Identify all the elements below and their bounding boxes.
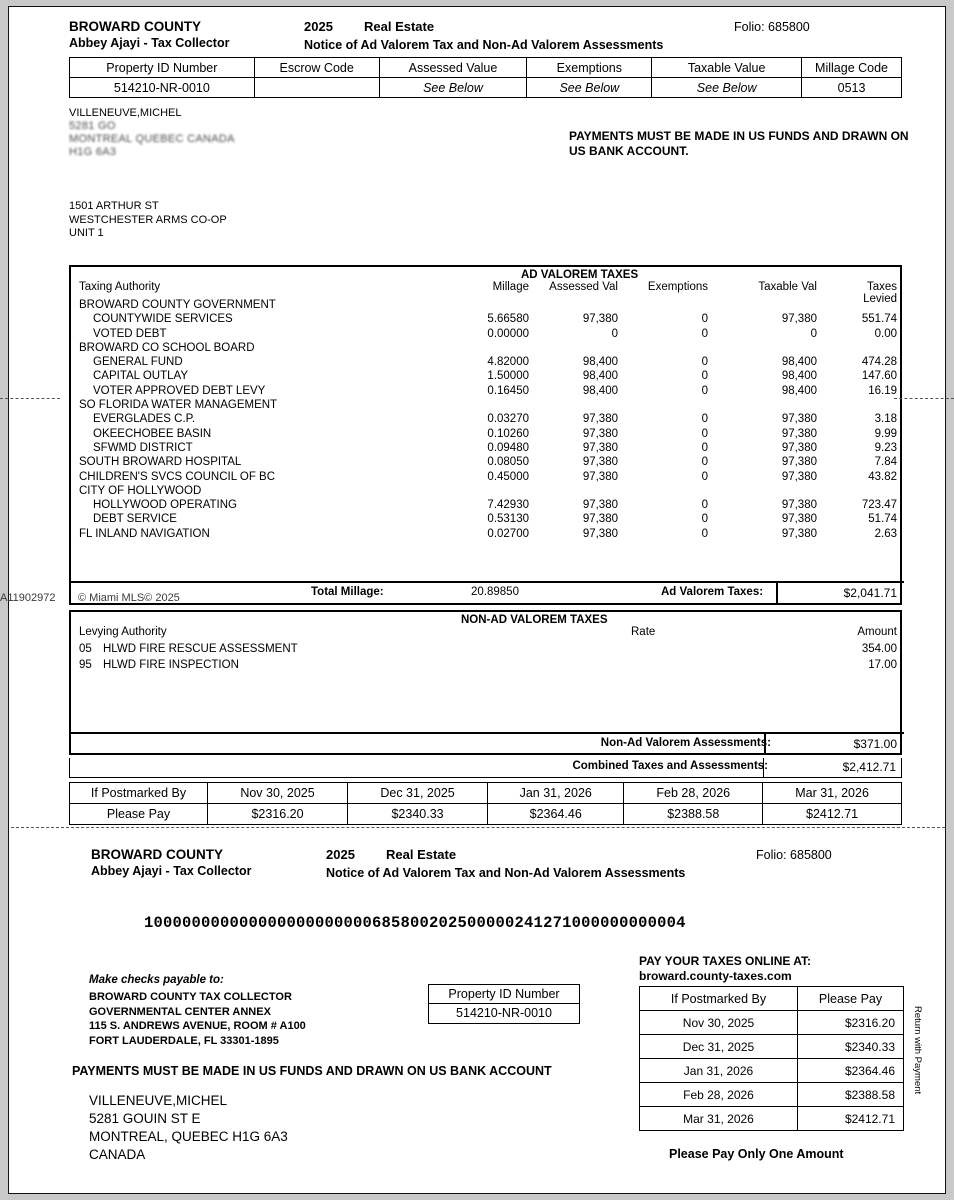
divider	[764, 734, 766, 755]
payee-line-2: GOVERNMENTAL CENTER ANNEX	[89, 1005, 271, 1018]
taxing-authority-name: BROWARD COUNTY GOVERNMENT	[79, 299, 276, 311]
non-ad-valorem-total	[71, 732, 904, 753]
installment-date-4: Mar 31, 2026	[763, 783, 902, 804]
taxes-levied-value: 9.23	[874, 441, 897, 454]
col-header-taxable-val: Taxable Val	[758, 281, 817, 293]
taxable-value: 97,380	[781, 441, 817, 454]
fold-mark-right	[894, 398, 954, 399]
pay-online-block	[639, 954, 811, 984]
col-header-taxing-authority: Taxing Authority	[79, 281, 161, 293]
stub-installment-date: Feb 28, 2026	[640, 1083, 798, 1107]
situs-line-3: UNIT 1	[69, 227, 104, 239]
payee-address-block	[89, 990, 306, 1048]
remitter-address-block	[89, 1092, 288, 1164]
stub-installment-date: Jan 31, 2026	[640, 1059, 798, 1083]
assessed-value: 98,400	[582, 384, 618, 397]
please-pay-one-amount-note: Please Pay Only One Amount	[669, 1147, 844, 1161]
exemptions-value: 0	[701, 513, 708, 526]
taxing-authority-name: CHILDREN'S SVCS COUNCIL OF BC	[79, 470, 276, 483]
payments-us-funds-note: PAYMENTS MUST BE MADE IN US FUNDS AND DRAWN ON US BANK ACCOUNT.	[569, 129, 909, 158]
assessed-value: 98,400	[582, 356, 618, 369]
payee-line-4: FORT LAUDERDALE, FL 33301-1895	[89, 1034, 279, 1047]
millage-value: 4.82000	[487, 356, 529, 369]
installment-amount-0: $2316.20	[208, 804, 348, 825]
taxes-levied-value: 723.47	[861, 499, 897, 512]
value-millage-code: 0513	[802, 78, 902, 98]
col-header-millage: Millage	[492, 281, 529, 293]
table-row	[640, 1059, 904, 1083]
table-row	[71, 413, 904, 427]
ad-valorem-rows	[71, 299, 904, 542]
exemptions-value: 0	[701, 370, 708, 383]
table-row	[70, 804, 902, 825]
return-with-payment-label: Return with Payment	[912, 1006, 923, 1095]
stub-folio-number: Folio: 685800	[756, 848, 832, 862]
property-id-table	[69, 57, 902, 98]
exemptions-value: 0	[701, 527, 708, 540]
combined-total-value: $2,412.71	[842, 760, 896, 774]
exemptions-value: 0	[701, 441, 708, 454]
taxes-levied-value: 7.84	[874, 456, 897, 469]
stub-installment-date: Mar 31, 2026	[640, 1107, 798, 1131]
stub-col-header-please-pay: Please Pay	[798, 987, 904, 1011]
ad-valorem-section	[69, 265, 902, 605]
assessed-value: 97,380	[582, 413, 618, 426]
col-header-exemptions: Exemptions	[647, 281, 708, 293]
taxable-value: 97,380	[781, 313, 817, 326]
col-header-amount: Amount	[857, 626, 897, 638]
table-row	[640, 1083, 904, 1107]
assessed-value: 97,380	[582, 427, 618, 440]
col-header-millage-code: Millage Code	[802, 58, 902, 78]
col-header-rate: Rate	[631, 626, 656, 638]
table-row	[71, 313, 904, 327]
taxing-authority-name: DEBT SERVICE	[93, 513, 177, 526]
taxable-value: 97,380	[781, 470, 817, 483]
taxing-authority-name: VOTED DEBT	[93, 327, 167, 340]
non-ad-valorem-section	[69, 610, 902, 755]
non-ad-valorem-total-value: $371.00	[853, 737, 897, 751]
millage-value: 0.09480	[487, 441, 529, 454]
stub-installment-table	[639, 986, 904, 1131]
owner-address-block	[69, 107, 235, 159]
taxable-value: 97,380	[781, 427, 817, 440]
combined-total-row	[69, 758, 902, 778]
stub-property-id-box	[428, 984, 580, 1024]
table-row	[71, 643, 904, 659]
taxable-value: 0	[810, 327, 817, 340]
taxing-authority-name: SO FLORIDA WATER MANAGEMENT	[79, 399, 278, 412]
remitter-line-3: MONTREAL, QUEBEC H1G 6A3	[89, 1129, 288, 1144]
table-row	[71, 485, 904, 499]
divider	[776, 583, 778, 605]
table-row	[71, 471, 904, 485]
stub-tax-year: 2025	[326, 847, 355, 862]
county-name: BROWARD COUNTY	[69, 19, 201, 34]
levy-code: 95	[79, 659, 92, 671]
stub-col-header-postmarked: If Postmarked By	[640, 987, 798, 1011]
table-row	[71, 299, 904, 313]
remitter-line-4: CANADA	[89, 1147, 146, 1162]
ad-valorem-taxes-label: Ad Valorem Taxes:	[661, 586, 764, 598]
remitter-line-2: 5281 GOUIN ST E	[89, 1111, 201, 1126]
folio-number: Folio: 685800	[734, 20, 810, 34]
taxing-authority-name: HOLLYWOOD OPERATING	[93, 499, 237, 512]
assessed-value: 97,380	[582, 470, 618, 483]
table-row	[71, 659, 904, 675]
payee-line-3: 115 S. ANDREWS AVENUE, ROOM # A100	[89, 1020, 306, 1032]
taxes-levied-value: 0.00	[874, 327, 897, 340]
non-ad-valorem-title: NON-AD VALOREM TAXES	[461, 614, 608, 626]
table-row	[71, 370, 904, 384]
remitter-line-1: VILLENEUVE,MICHEL	[89, 1093, 228, 1108]
table-row	[640, 1035, 904, 1059]
taxable-value: 97,380	[781, 513, 817, 526]
situs-line-1: 1501 ARTHUR ST	[69, 200, 159, 212]
stub-installment-amount: $2340.33	[798, 1035, 904, 1059]
exemptions-value: 0	[701, 456, 708, 469]
value-escrow-code	[254, 78, 379, 98]
millage-value: 5.66580	[487, 313, 529, 326]
stub-county-name: BROWARD COUNTY	[91, 847, 223, 862]
taxable-value: 97,380	[781, 413, 817, 426]
millage-value: 0.02700	[487, 527, 529, 540]
taxable-value: 97,380	[781, 527, 817, 540]
value-taxable-value: See Below	[652, 78, 802, 98]
non-ad-valorem-total-label: Non-Ad Valorem Assessments:	[600, 737, 771, 749]
table-row	[71, 528, 904, 542]
taxing-authority-name: SFWMD DISTRICT	[93, 441, 193, 454]
taxing-authority-name: BROWARD CO SCHOOL BOARD	[79, 341, 255, 354]
taxes-levied-value: 147.60	[861, 370, 897, 383]
exemptions-value: 0	[701, 413, 708, 426]
millage-value: 7.42930	[487, 499, 529, 512]
stub-tax-collector: Abbey Ajayi - Tax Collector	[91, 864, 252, 878]
table-row	[71, 328, 904, 342]
situs-line-2: WESTCHESTER ARMS CO-OP	[69, 213, 227, 226]
stub-property-id-value: 514210-NR-0010	[456, 1006, 552, 1020]
stub-bill-type: Real Estate	[386, 847, 457, 862]
millage-value: 0.08050	[487, 456, 529, 469]
taxing-authority-name: OKEECHOBEE BASIN	[93, 427, 212, 440]
installment-amount-1: $2340.33	[348, 804, 488, 825]
levying-authority-name: HLWD FIRE INSPECTION	[103, 659, 239, 671]
millage-value: 0.03270	[487, 413, 529, 426]
stub-installment-date: Nov 30, 2025	[640, 1011, 798, 1035]
taxing-authority-name: CITY OF HOLLYWOOD	[79, 484, 202, 497]
payee-line-1: BROWARD COUNTY TAX COLLECTOR	[89, 991, 292, 1003]
installment-date-3: Feb 28, 2026	[624, 783, 763, 804]
taxes-levied-value: 474.28	[861, 356, 897, 369]
bill-type: Real Estate	[364, 19, 435, 34]
taxing-authority-name: COUNTYWIDE SERVICES	[93, 313, 233, 326]
taxes-levied-value: 9.99	[874, 427, 897, 440]
table-row	[71, 428, 904, 442]
combined-total-label: Combined Taxes and Assessments:	[572, 760, 768, 772]
installment-date-0: Nov 30, 2025	[208, 783, 348, 804]
millage-value: 0.10260	[487, 427, 529, 440]
situs-address-block	[69, 200, 227, 241]
levy-amount: 17.00	[868, 659, 897, 671]
perforation-line	[8, 827, 946, 828]
taxes-levied-value: 43.82	[868, 470, 897, 483]
exemptions-value: 0	[701, 470, 708, 483]
table-row	[640, 1107, 904, 1131]
total-millage-label: Total Millage:	[311, 586, 384, 598]
exemptions-value: 0	[701, 427, 708, 440]
pay-online-url[interactable]: broward.county-taxes.com	[639, 969, 792, 983]
tax-year: 2025	[304, 19, 333, 34]
millage-value: 0.53130	[487, 513, 529, 526]
taxes-levied-value: 3.18	[874, 413, 897, 426]
millage-value: 1.50000	[487, 370, 529, 383]
taxing-authority-name: VOTER APPROVED DEBT LEVY	[93, 384, 266, 397]
taxable-value: 98,400	[781, 384, 817, 397]
table-row	[640, 987, 904, 1011]
exemptions-value: 0	[701, 327, 708, 340]
taxable-value: 97,380	[781, 456, 817, 469]
ad-valorem-totals	[71, 581, 904, 603]
stub-installment-amount: $2388.58	[798, 1083, 904, 1107]
assessed-value: 97,380	[582, 441, 618, 454]
taxing-authority-name: EVERGLADES C.P.	[93, 413, 196, 426]
levy-code: 05	[79, 643, 92, 655]
exemptions-value: 0	[701, 356, 708, 369]
make-checks-payable-label: Make checks payable to:	[89, 974, 224, 986]
table-row	[71, 499, 904, 513]
non-ad-valorem-rows	[71, 643, 904, 675]
taxes-levied-value: 51.74	[868, 513, 897, 526]
pay-online-label: PAY YOUR TAXES ONLINE AT:	[639, 954, 812, 968]
table-row	[70, 78, 902, 98]
table-row	[71, 456, 904, 470]
table-row	[640, 1011, 904, 1035]
installment-amount-3: $2388.58	[624, 804, 763, 825]
assessed-value: 97,380	[582, 313, 618, 326]
table-row	[70, 58, 902, 78]
installment-amount-2: $2364.46	[488, 804, 624, 825]
taxes-levied-value: 16.19	[868, 384, 897, 397]
value-exemptions: See Below	[527, 78, 652, 98]
fold-mark-left	[0, 398, 60, 399]
watermark-text: © Miami MLS© 2025	[78, 592, 180, 604]
stub-installment-amount: $2364.46	[798, 1059, 904, 1083]
taxes-levied-value: 551.74	[861, 313, 897, 326]
exemptions-value: 0	[701, 384, 708, 397]
owner-address-line4: H1G 6A3	[69, 146, 117, 158]
taxing-authority-name: FL INLAND NAVIGATION	[79, 527, 210, 540]
col-header-exemptions: Exemptions	[527, 58, 652, 78]
col-header-assessed-val: Assessed Val	[549, 281, 618, 293]
installment-label-postmarked: If Postmarked By	[70, 783, 208, 804]
col-header-property-id: Property ID Number	[70, 58, 255, 78]
stub-installment-amount: $2316.20	[798, 1011, 904, 1035]
levy-amount: 354.00	[861, 643, 897, 655]
owner-name: VILLENEUVE,MICHEL	[69, 107, 182, 119]
stub-installment-date: Dec 31, 2025	[640, 1035, 798, 1059]
col-header-levying-authority: Levying Authority	[79, 626, 167, 638]
ad-valorem-taxes-value: $2,041.71	[843, 586, 897, 600]
taxable-value: 97,380	[781, 499, 817, 512]
assessed-value: 97,380	[582, 527, 618, 540]
tax-collector-name: Abbey Ajayi - Tax Collector	[69, 36, 230, 50]
taxable-value: 98,400	[781, 356, 817, 369]
installment-date-2: Jan 31, 2026	[488, 783, 624, 804]
ad-valorem-title: AD VALOREM TAXES	[521, 269, 639, 281]
stub-property-id-label: Property ID Number	[429, 985, 579, 1004]
value-assessed-value: See Below	[379, 78, 527, 98]
col-header-taxable-value: Taxable Value	[652, 58, 802, 78]
assessed-value: 0	[611, 327, 618, 340]
millage-value: 0.16450	[487, 384, 529, 397]
installment-table	[69, 782, 902, 825]
taxing-authority-name: SOUTH BROWARD HOSPITAL	[79, 456, 242, 469]
stub-notice-title: Notice of Ad Valorem Tax and Non-Ad Valorem Assessments	[326, 866, 686, 880]
table-row	[71, 385, 904, 399]
millage-value: 0.00000	[487, 327, 529, 340]
ocr-scanline: 100000000000000000000000685800202500000241271000000000004	[144, 914, 686, 932]
divider	[763, 758, 764, 777]
stub-installment-amount: $2412.71	[798, 1107, 904, 1131]
table-row	[71, 399, 904, 413]
table-row	[71, 442, 904, 456]
installment-date-1: Dec 31, 2025	[348, 783, 488, 804]
col-header-taxes-levied: Taxes Levied	[863, 281, 897, 305]
assessed-value: 97,380	[582, 456, 618, 469]
col-header-assessed-value: Assessed Value	[379, 58, 527, 78]
assessed-value: 98,400	[582, 370, 618, 383]
assessed-value: 97,380	[582, 513, 618, 526]
installment-amount-4: $2412.71	[763, 804, 902, 825]
owner-address-line3: MONTREAL QUEBEC CANADA	[69, 133, 235, 145]
levying-authority-name: HLWD FIRE RESCUE ASSESSMENT	[103, 643, 298, 655]
watermark-id: A11902972	[0, 592, 56, 604]
taxing-authority-name: CAPITAL OUTLAY	[93, 370, 189, 383]
value-property-id: 514210-NR-0010	[70, 78, 255, 98]
exemptions-value: 0	[701, 499, 708, 512]
millage-value: 0.45000	[487, 470, 529, 483]
taxable-value: 98,400	[781, 370, 817, 383]
installment-label-please-pay: Please Pay	[70, 804, 208, 825]
table-row	[71, 356, 904, 370]
table-row	[71, 342, 904, 356]
table-row	[70, 783, 902, 804]
stub-payments-note: PAYMENTS MUST BE MADE IN US FUNDS AND DRAWN ON US BANK ACCOUNT	[72, 1064, 552, 1078]
col-header-escrow-code: Escrow Code	[254, 58, 379, 78]
exemptions-value: 0	[701, 313, 708, 326]
bill-notice-title: Notice of Ad Valorem Tax and Non-Ad Valorem Assessments	[304, 38, 664, 52]
taxing-authority-name: GENERAL FUND	[93, 356, 183, 369]
owner-address-line2: 5281 GO	[69, 120, 116, 132]
assessed-value: 97,380	[582, 499, 618, 512]
taxes-levied-value: 2.63	[874, 527, 897, 540]
total-millage-value: 20.89850	[471, 586, 519, 598]
table-row	[71, 513, 904, 527]
